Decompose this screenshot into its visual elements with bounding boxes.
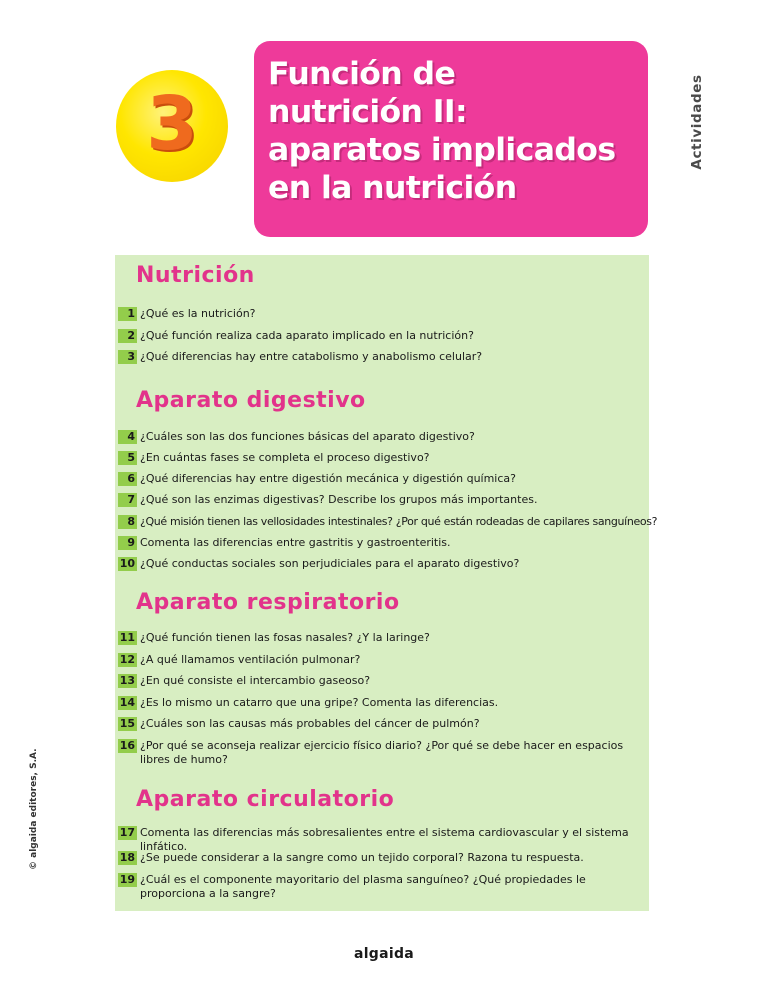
question-number: 15 <box>119 717 135 730</box>
question-number: 9 <box>118 536 137 550</box>
question-text: ¿En cuántas fases se completa el proceso digestivo? <box>140 451 430 464</box>
unit-number-badge <box>116 70 228 182</box>
question-text: ¿Por qué se aconseja realizar ejercicio físico diario? ¿Por qué se debe hacer en espacios libres de humo? <box>140 739 624 766</box>
question-number: 14 <box>119 696 135 709</box>
question-text: ¿Es lo mismo un catarro que una gripe? Comenta las diferencias. <box>140 696 499 709</box>
question-number: 16 <box>119 739 135 752</box>
section-title-aparato-digestivo: Aparato digestivo <box>136 388 366 413</box>
question-text: Comenta las diferencias entre gastritis y gastroenteritis. <box>140 536 451 549</box>
chapter-title-line: nutrición II: <box>268 94 467 130</box>
question-text: ¿Qué función tienen las fosas nasales? ¿Y la laringe? <box>140 631 430 644</box>
question-number: 1 <box>118 307 137 321</box>
question-number: 12 <box>119 653 135 666</box>
question-number: 5 <box>118 451 137 465</box>
activities-side-label: Actividades <box>689 74 705 170</box>
question-number: 4 <box>118 430 137 444</box>
question-text: ¿A qué llamamos ventilación pulmonar? <box>140 653 361 666</box>
question-number: 17 <box>119 826 135 839</box>
copyright-notice: © algaida editores, S.A. <box>29 748 39 870</box>
question-text: Comenta las diferencias más sobresalientes entre el sistema cardiovascular y el sistema linfático. <box>140 826 629 853</box>
chapter-title-line: en la nutrición <box>268 170 517 206</box>
question-text: ¿Qué misión tienen las vellosidades intestinales? ¿Por qué están rodeadas de capilares sanguíneos? <box>140 515 658 528</box>
question-number: 10 <box>119 557 135 570</box>
question-number: 8 <box>118 515 137 529</box>
section-title-aparato-circulatorio: Aparato circulatorio <box>136 787 395 812</box>
question-text: ¿Se puede considerar a la sangre como un tejido corporal? Razona tu respuesta. <box>140 851 584 864</box>
question-number: 13 <box>119 674 135 687</box>
question-text: ¿Cuál es el componente mayoritario del plasma sanguíneo? ¿Qué propiedades le proporciona a la sangre? <box>140 873 586 900</box>
section-title-nutricion: Nutrición <box>136 263 255 288</box>
question-text: ¿Qué diferencias hay entre catabolismo y anabolismo celular? <box>140 350 483 363</box>
question-text: ¿En qué consiste el intercambio gaseoso? <box>140 674 371 687</box>
activities-panel <box>115 255 658 911</box>
question-text: ¿Cuáles son las dos funciones básicas del aparato digestivo? <box>140 430 475 443</box>
question-text: ¿Qué función realiza cada aparato implicado en la nutrición? <box>140 329 474 342</box>
chapter-title-line: aparatos implicados <box>268 132 616 168</box>
question-number: 7 <box>118 493 137 507</box>
question-number: 2 <box>118 329 137 343</box>
question-number: 11 <box>119 631 135 644</box>
question-text: ¿Qué son las enzimas digestivas? Describe los grupos más importantes. <box>140 493 538 506</box>
question-number: 19 <box>119 873 135 886</box>
unit-number: 3 <box>146 81 198 167</box>
question-number: 3 <box>118 350 137 364</box>
question-number: 18 <box>119 851 135 864</box>
question-text: ¿Qué conductas sociales son perjudiciales para el aparato digestivo? <box>140 557 520 570</box>
chapter-title-line: Función de <box>268 56 456 92</box>
question-text: ¿Qué diferencias hay entre digestión mecánica y digestión química? <box>140 472 516 485</box>
chapter-title-box <box>254 41 648 237</box>
publisher-brand: algaida <box>353 946 415 962</box>
section-title-aparato-respiratorio: Aparato respiratorio <box>136 590 400 615</box>
question-number: 6 <box>118 472 137 486</box>
question-text: ¿Cuáles son las causas más probables del cáncer de pulmón? <box>140 717 480 730</box>
question-text: ¿Qué es la nutrición? <box>140 307 256 320</box>
